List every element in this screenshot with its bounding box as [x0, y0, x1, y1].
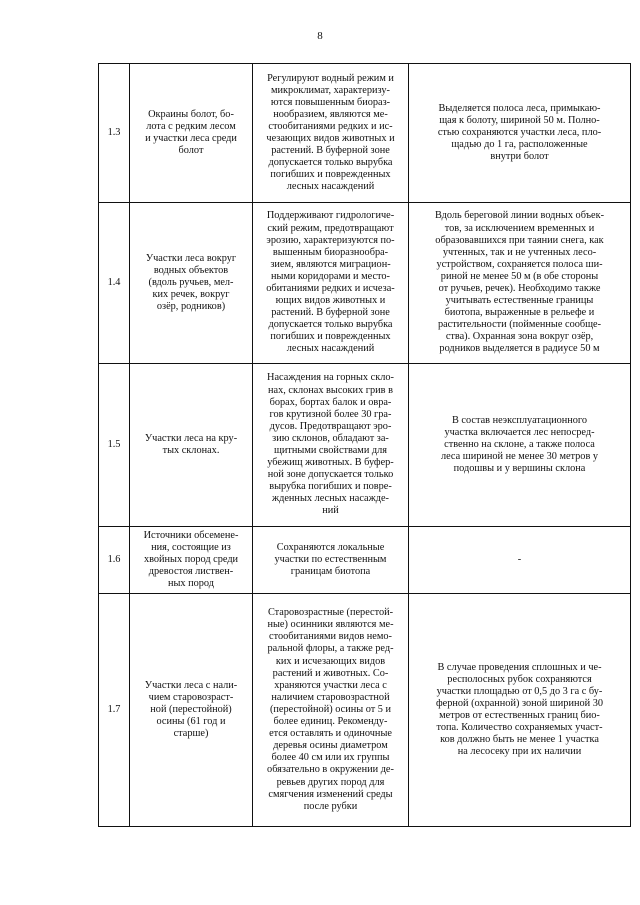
table-row: [99, 364, 631, 527]
page-number: 8: [317, 30, 323, 42]
row-number: 1.6: [99, 527, 130, 594]
row-object-name: Участки леса на кру- тых склонах.: [130, 364, 253, 527]
row-description: Регулируют водный режим и микроклимат, характеризу- ются повышенным биораз- нообразием, являются ме- стообитаниями редких и ис- чезающих видов животных и растений. В буферной зоне допускается только вырубка погибших и поврежденных лесных насаждений: [253, 64, 409, 203]
table-row: [99, 203, 631, 364]
row-rule: -: [409, 527, 631, 594]
row-description: Поддерживают гидрологиче- ский режим, предотвращают эрозию, характеризуются по- вышенным биоразнообра- зием, являются миграцион- ными коридорами и место- обитаниями редких и исчеза- ющих видов животных и растений. В буферной зоне допускается только вырубка погибших и поврежденных лесных насаждений: [253, 203, 409, 364]
row-rule: В состав неэксплуатационного участка включается лес непосред- ственно на склоне, а также полоса леса шириной не менее 30 метров у подошвы и у вершины склона: [409, 364, 631, 527]
row-rule: Выделяется полоса леса, примыкаю- щая к болоту, шириной 50 м. Полно- стью сохраняются участки леса, пло- щадью до 1 га, расположенные внутри болот: [409, 64, 631, 203]
row-number: 1.7: [99, 594, 130, 827]
row-description: Сохраняются локальные участки по естественным границам биотопа: [253, 527, 409, 594]
row-number: 1.3: [99, 64, 130, 203]
table-row: [99, 527, 631, 594]
row-rule: В случае проведения сплошных и че- респолосных рубок сохраняются участки площадью от 0,5 до 3 га с бу- ферной (охранной) зоной шириной 30 метров от естественных границ био- топа. Количество сохраняемых участ- ков должно быть не менее 1 участка на лесосеку при их наличии: [409, 594, 631, 827]
row-number: 1.5: [99, 364, 130, 527]
table-row: [99, 64, 631, 203]
row-object-name: Участки леса вокруг водных объектов (вдоль ручьев, мел- ких речек, вокруг озёр, родников): [130, 203, 253, 364]
row-object-name: Участки леса с нали- чием старовозраст- ной (перестойной) осины (61 год и старше): [130, 594, 253, 827]
row-object-name: Источники обсемене- ния, состоящие из хвойных пород среди древостоя листвен- ных пород: [130, 527, 253, 594]
row-number: 1.4: [99, 203, 130, 364]
row-description: Насаждения на горных скло- нах, склонах высоких грив в борах, бортах балок и овра- гов крутизной более 30 гра- дусов. Предотвращают эро- зию склонов, обладают за- щитными свойствами для убежищ животных. В буфер- ной зоне допускается только вырубка погибших и повре- жденных лесных насажде- ний: [253, 364, 409, 527]
forest-zones-table: [98, 63, 631, 827]
row-object-name: Окраины болот, бо- лота с редким лесом и участки леса среди болот: [130, 64, 253, 203]
row-description: Старовозрастные (перестой- ные) осинники являются ме- стообитаниями видов немо- ральной флоры, а также ред- ких и исчезающих видов растений и животных. Со- храняются участки леса с наличием старовозрастной (перестойной) осины от 5 и более единиц. Рекоменду- ется оставлять и одиночные деревья осины диаметром более 40 см или их группы обязательно в окружении де- ревьев других пород для смягчения изменений среды после рубки: [253, 594, 409, 827]
row-rule: Вдоль береговой линии водных объек- тов, за исключением временных и образовавшихся при таянии снега, как учтенных, так и не учтенных лесо- устройством, сохраняется полоса ши- риной не менее 50 м (в обе стороны от ручьев, речек). Необходимо также учитывать естественные границы биотопа, выраженные в рельефе и растительности (пойменные сообще- ства). Охранная зона вокруг озёр, родников выделяется в радиусе 50 м: [409, 203, 631, 364]
table-row: [99, 594, 631, 827]
